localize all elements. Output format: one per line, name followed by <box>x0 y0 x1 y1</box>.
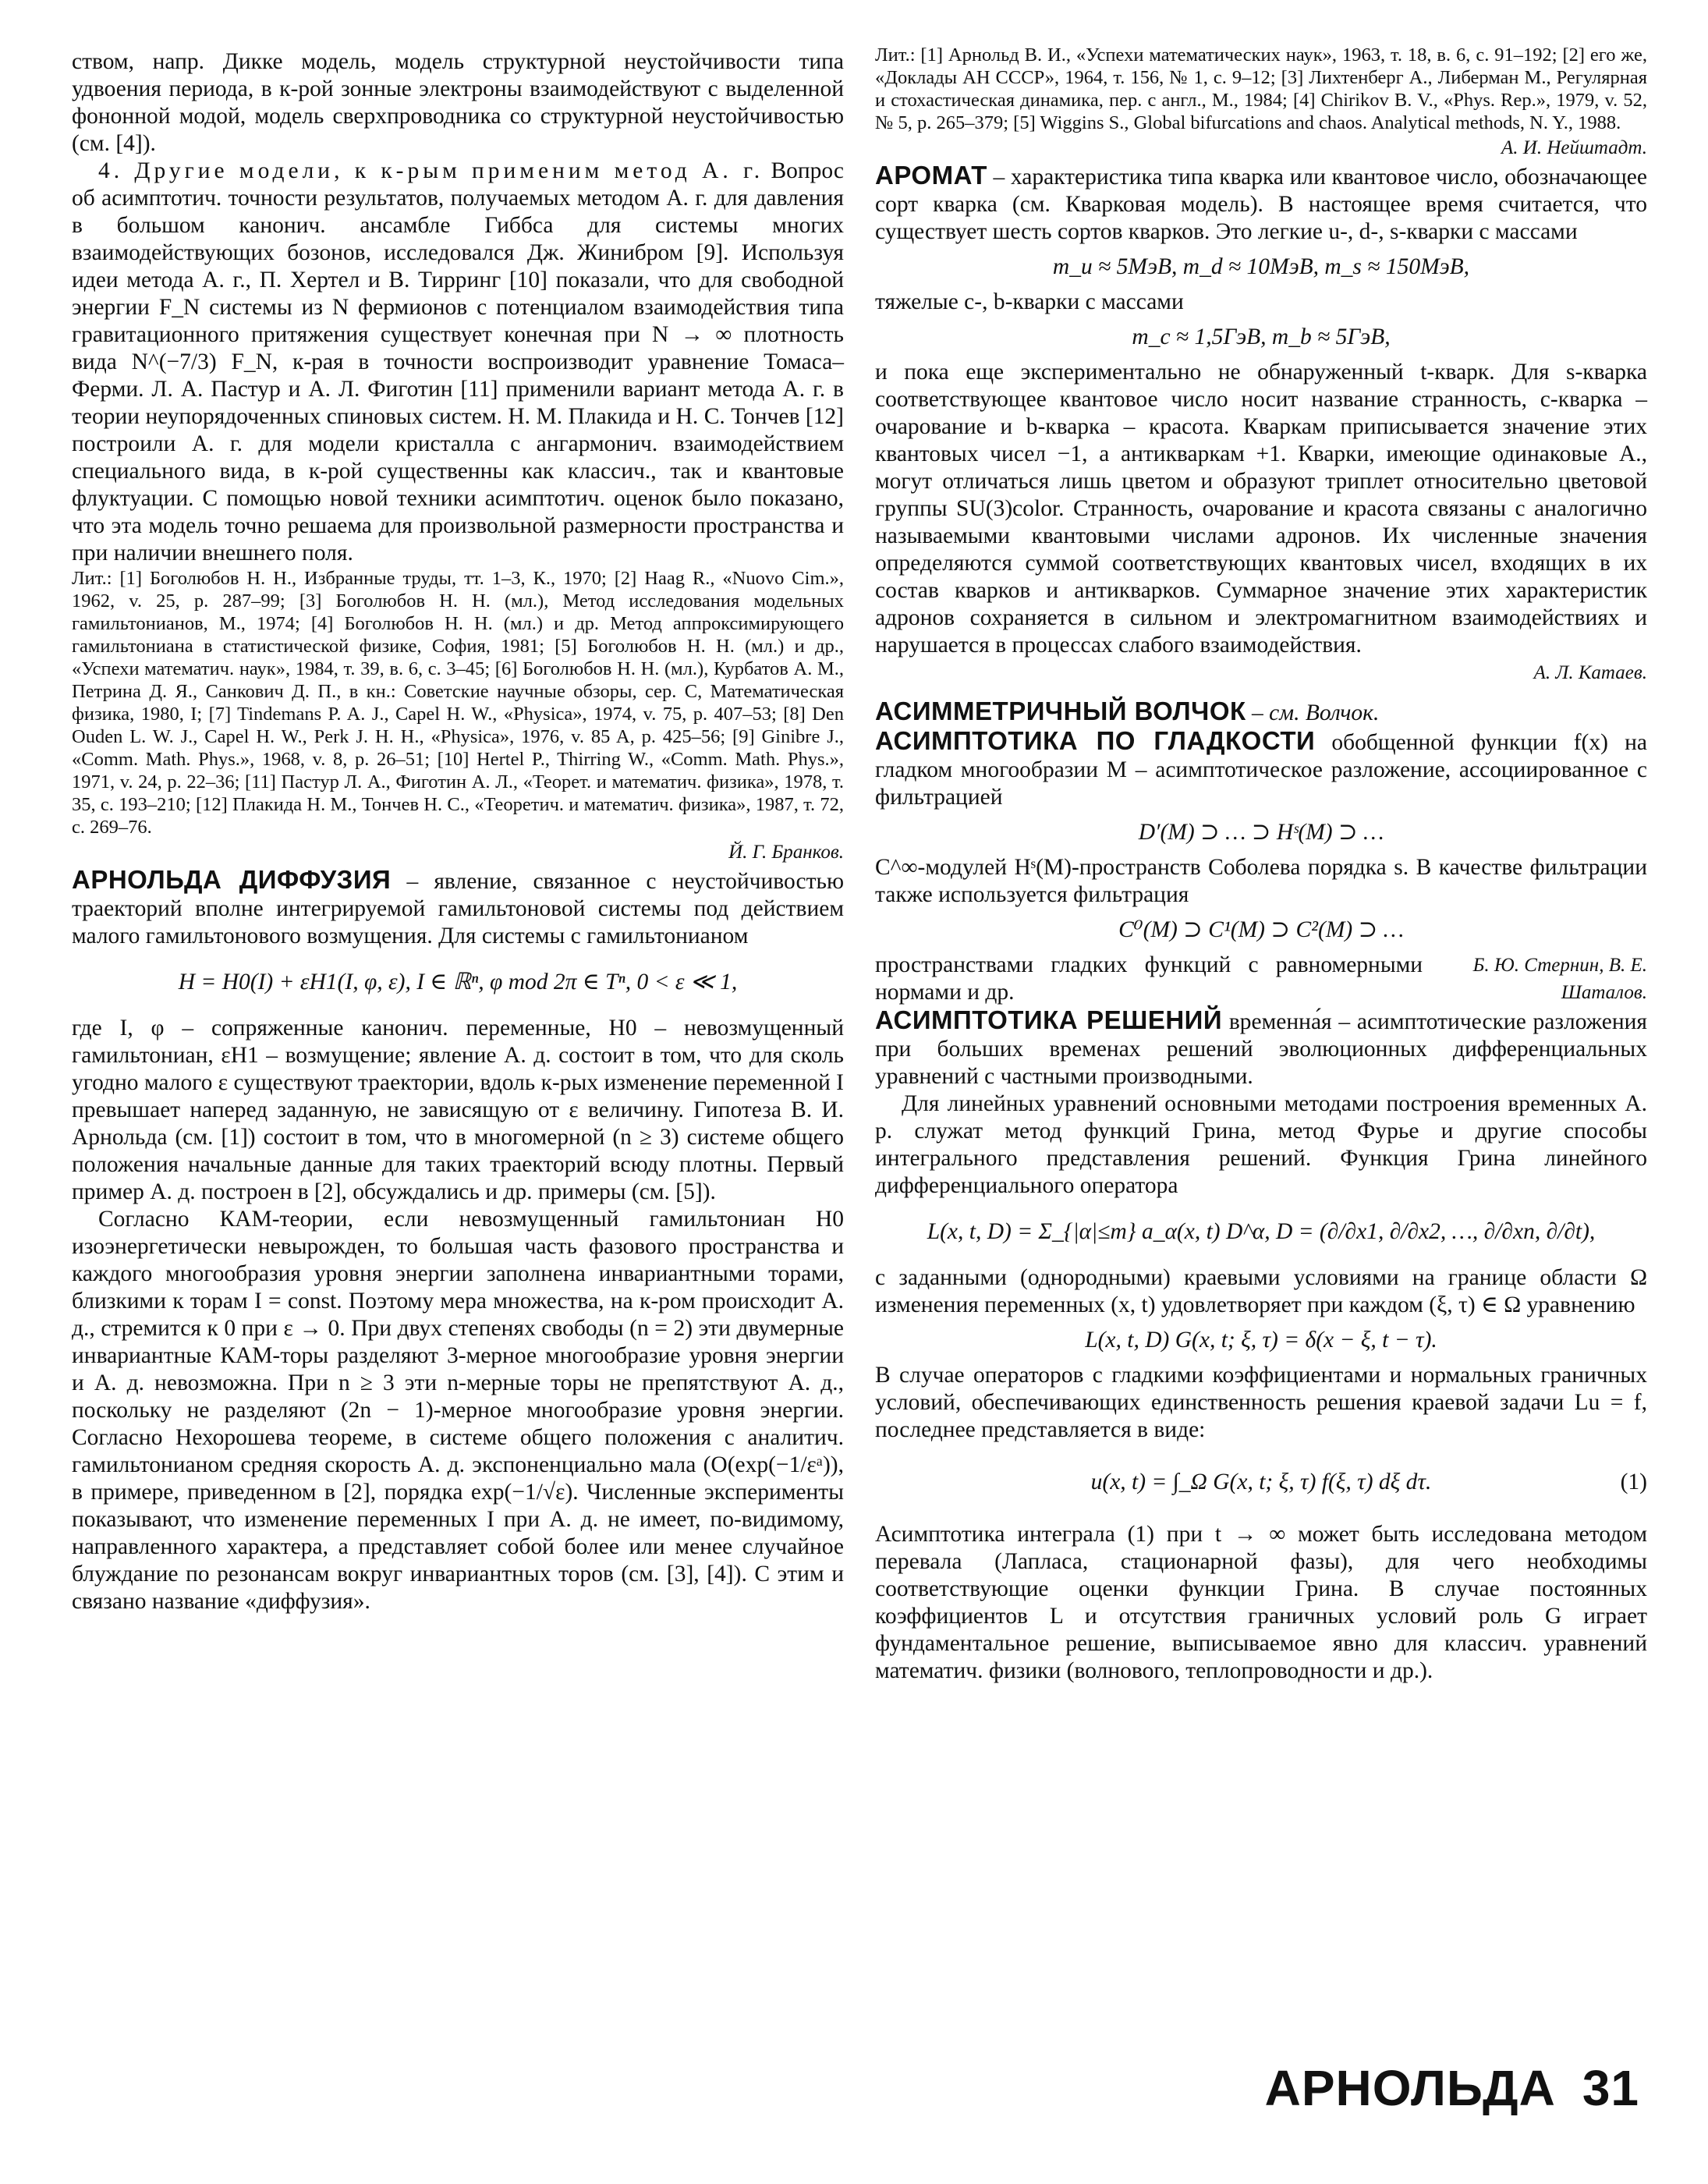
text-heavy-quarks: тяжелые c-, b-кварки с массами <box>875 289 1184 314</box>
formula-solution-integral <box>875 1452 1647 1513</box>
formula-green-equation: L(x, t, D) G(x, t; ξ, τ) = δ(x − ξ, t − τ). <box>1085 1328 1437 1353</box>
definition: обобщенной функции f(x) на гладком многообразии M – асимптотическое разложение, ассоциированное с фильтрацией <box>875 730 1647 810</box>
paragraph-continuation: ством, напр. Дикке модель, модель структурной неустойчивости типа удвоения периода, в к-рой зонные электроны взаимодействуют с выделенной фононной модой, модель сверхпроводника со структурной неустойчивостью (см. [4]). <box>72 49 844 156</box>
author-signature: А. Л. Катаев. <box>1533 662 1647 683</box>
cross-reference: – см. Волчок. <box>1246 700 1380 725</box>
author-signature: Б. Ю. Стернин, В. Е. Шаталов. <box>1472 955 1647 1003</box>
paragraph-smooth-coefficients: В случае операторов с гладкими коэффициентами и нормальных граничных условий, обеспечивающих единственность решения краевой задачи Lu = f, последнее представляется в виде: <box>875 1363 1647 1442</box>
formula-body: u(x, t) = ∫_Ω G(x, t; ξ, τ) f(ξ, τ) dξ dτ. <box>1090 1470 1432 1494</box>
definition: – явление, связанное с неустойчивостью траекторий вполне интегрируемой гамильтоновой системы под действием малого гамильтонового возмущения. Для системы с гамильтонианом <box>72 869 844 948</box>
left-column <box>72 48 844 1615</box>
page-number: 31 <box>1582 2060 1639 2116</box>
formula-light-masses: m_u ≈ 5МэВ, m_d ≈ 10МэВ, m_s ≈ 150МэВ, <box>1052 254 1470 279</box>
right-column <box>875 44 1647 1685</box>
entry-aromat <box>875 161 1647 246</box>
entry-end <box>875 952 1647 1006</box>
paragraph-boundary: с заданными (однородными) краевыми условиями на границе области Ω изменения переменных (x, t) удовлетворяет при каждом (ξ, τ) ∈ Ω уравнению <box>875 1265 1647 1317</box>
formula-hamiltonian: H = H0(I) + εH1(I, φ, ε), I ∈ ℝⁿ, φ mod 2π ∈ Tⁿ, 0 < ε ≪ 1, <box>178 970 738 994</box>
paragraph-other-models: 4. Другие модели, к к-рым применим метод А. г. Вопрос об асимптотич. точности результатов, получаемых методом А. г. для давления в большом канонич. ансамбле Гиббса для системы многих взаимодействующих бозонов, исследовался Дж. Жинибром [9]. Используя идеи метода А. г., П. Хертел и В. Тирринг [10] показали, что для свободной энергии F_N системы из N фермионов с потенциалом взаимодействия типа гравитационного притяжения существует конечная при N → ∞ плотность вида N^(−7/3) F_N, к-рая в точности воспроизводит уравнение Томаса–Ферми. Л. А. Пастур и А. Л. Фиготин [11] применили вариант метода А. г. в теории неупорядоченных спиновых систем. Н. М. Плакида и Н. С. Тончев [12] построили А. г. для модели кристалла с ангармонич. взаимодействием специального вида, в к-рой существенны как классич., так и квантовые флуктуации. С помощью новой техники асимптотич. оценок было показано, что эта модель точно решаема для произвольной размерности пространства и при наличии внешнего поля. <box>72 158 844 566</box>
headword: АСИММЕТРИЧНЫЙ ВОЛЧОК <box>875 697 1246 725</box>
definition: – характеристика типа кварка или квантовое число, обозначающее сорт кварка (см. Кварковая модель). В настоящее время считается, что существует шесть сортов кварков. Это легкие u-, d-, s-кварки с массами <box>875 165 1647 244</box>
text-sobolev: C^∞-модулей Hˢ(M)-пространств Соболева порядка s. В качестве фильтрации также используется фильтрация <box>875 855 1647 907</box>
formula-operator: L(x, t, D) = Σ_{|α|≤m} a_α(x, t) D^α, D = (∂/∂x1, ∂/∂x2, …, ∂/∂xn, ∂/∂t), <box>927 1219 1596 1244</box>
definition: временна́я – асимптотические разложения при больших временах решений эволюционных дифференциальных уравнений с частными производными. <box>875 1009 1647 1089</box>
author-signature: Й. Г. Бранков. <box>728 842 844 863</box>
paragraph-flavour: и пока еще экспериментально не обнаруженный t-кварк. Для s-кварка соответствующее квантовое число носит название странность, c-кварка – очарование и b-кварка – красота. Кваркам приписывается значение этих квантовых чисел −1, а антикваркам +1. Кварки, имеющие одинаковые А., могут отличаться лишь цветом и образуют триплет относительно цветовой группы SU(3)color. Странность, очарование и красота связаны с аналогично называемыми квантовыми числами адронов. Их численные значения определяются суммой соответствующих квантовых чисел, входящих в их состав кварков и антикварков. Суммарное значение этих характеристик адронов сохраняется в сильном и электромагнитном взаимодействиях и нарушается в процессах слабого взаимодействия. <box>875 360 1647 658</box>
headword: АРОМАТ <box>875 161 987 190</box>
paragraph-green-methods: Для линейных уравнений основными методами построения временных А. р. служат метод функций Грина, метод Фурье и другие способы интегрального представления решений. Функция Грина линейного дифференциального оператора <box>875 1091 1647 1198</box>
entry-asymmetric-top <box>875 697 1647 727</box>
equation-number: (1) <box>1620 1470 1647 1494</box>
headword: АСИМПТОТИКА РЕШЕНИЙ <box>875 1005 1223 1034</box>
paragraph-integral-asymptotics: Асимптотика интеграла (1) при t → ∞ может быть исследована методом перевала (Лапласа, стационарной фазы), для чего необходимы соответствующие оценки функции Грина. В случае постоянных коэффициентов L и отсутствия граничных условий роль G играет фундаментальное решение, выписываемое явно для классич. уравнений математич. физики (волнового, теплопроводности и др.). <box>875 1522 1647 1683</box>
formula-heavy-masses: m_c ≈ 1,5ГэВ, m_b ≈ 5ГэВ, <box>1132 324 1391 349</box>
paragraph-diffusion: где I, φ – сопряженные канонич. переменные, H0 – невозмущенный гамильтониан, εH1 – возмущение; явление А. д. состоит в том, что для сколь угодно малого ε существуют траектории, вдоль к-рых изменение переменной I превышает наперед заданную, не зависящую от ε величину. Гипотеза В. И. Арнольда (см. [1]) состоит в том, что в многомерной (n ≥ 3) системе общего положения начальные данные для таких траекторий всюду плотны. Первый пример А. д. построен в [2], обсуждались и др. примеры (см. [5]). <box>72 1016 844 1204</box>
author-signature: А. И. Нейштадт. <box>1501 137 1647 158</box>
running-head: АРНОЛЬДА <box>1264 2060 1556 2116</box>
section-lead: 4. Другие модели, к к-рым применим метод А. г. <box>98 158 764 183</box>
literature-list: Лит.: [1] Боголюбов Н. Н., Избранные труды, тт. 1–3, К., 1970; [2] Haag R., «Nuovo Cim.», 1962, v. 25, p. 287–99; [3] Боголюбов Н. Н. (мл.), Метод исследования модельных гамильтонианов, М., 1974; [4] Боголюбов Н. Н. (мл.) и др. Метод аппроксимирующего гамильтониана в статистической физике, София, 1981; [5] Боголюбов Н. Н. (мл.) и др., «Успехи математич. наук», 1984, т. 39, в. 6, с. 3–45; [6] Боголюбов Н. Н. (мл.), Курбатов А. М., Петрина Д. Я., Санкович Д. П., в кн.: Советские научные обзоры, сер. С, Математическая физика, 1980, I; [7] Tindemans P. A. J., Capel H. W., «Physica», 1974, v. 75, p. 407–53; [8] Den Ouden L. W. J., Capel H. W., Perk J. H. H., «Physica», 1976, v. 85 A, p. 425–56; [9] Ginibre J., «Comm. Math. Phys.», 1968, v. 8, p. 26–51; [10] Hertel P., Thirring W., «Comm. Math. Phys.», 1971, v. 24, p. 22–36; [11] Пастур Л. А., Фиготин А. Л., «Теорет. и математич. физика», 1978, т. 35, с. 193–210; [12] Плакида Н. М., Тончев Н. С., «Теоретич. и математич. физика», 1987, т. 72, с. 269–76. <box>72 568 844 838</box>
headword: АРНОЛЬДА ДИФФУЗИЯ <box>72 865 392 894</box>
page-footer <box>1265 2059 1639 2117</box>
entry-solution-asymptotics <box>875 1006 1647 1090</box>
formula-filtration-c: C⁰(M) ⊃ C¹(M) ⊃ C²(M) ⊃ … <box>1118 917 1404 942</box>
literature-list: Лит.: [1] Арнольд В. И., «Успехи математических наук», 1963, т. 18, в. 6, с. 91–192; [2] его же, «Доклады АН СССР», 1964, т. 156, № 1, с. 9–12; [3] Лихтенберг А., Либерман М., Регулярная и стохастическая динамика, пер. с англ., М., 1984; [4] Chirikov B. V., «Phys. Rep.», 1979, v. 52, № 5, p. 265–379; [5] Wiggins S., Global bifurcations and chaos. Analytical methods, N. Y., 1988. <box>875 44 1647 133</box>
paragraph-kam: Согласно КАМ-теории, если невозмущенный гамильтониан H0 изоэнергетически невырожден, то большая часть фазового пространства и каждого многообразия уровня энергии заполнена инвариантными торами, близкими к торам I = const. Поэтому мера множества, на к-ром происходит А. д., стремится к 0 при ε → 0. При двух степенях свободы (n = 2) эти двумерные инвариантные КАМ-торы разделяют 3-мерное многообразие уровня энергии и А. д. невозможна. При n ≥ 3 эти n-мерные торы не препятствуют А. д., поскольку не разделяют (2n − 1)-мерное многообразие уровня энергии. Согласно Нехорошева теореме, в системе общего положения с аналитич. гамильтонианом средняя скорость А. д. экспоненциально мала (O(exp(−1/εᵃ)), в примере, приведенном в [2], порядка exp(−1/√ε). Численные эксперименты показывают, что изменение переменных I при А. д. не имеет, по-видимому, направленного характера, а представляет собой более или менее случайное блуждание по резонансам вокруг инвариантных торов (см. [3], [4]). С этим и связано название «диффузия». <box>72 1207 844 1614</box>
headword: АСИМПТОТИКА ПО ГЛАДКОСТИ <box>875 726 1316 755</box>
text-smooth-spaces: пространствами гладких функций с равномерными нормами и др. <box>875 952 1423 1005</box>
entry-arnold-diffusion <box>72 866 844 950</box>
entry-smoothness-asymptotics <box>875 727 1647 811</box>
formula-filtration-d: D′(M) ⊃ … ⊃ Hˢ(M) ⊃ … <box>1138 820 1384 845</box>
